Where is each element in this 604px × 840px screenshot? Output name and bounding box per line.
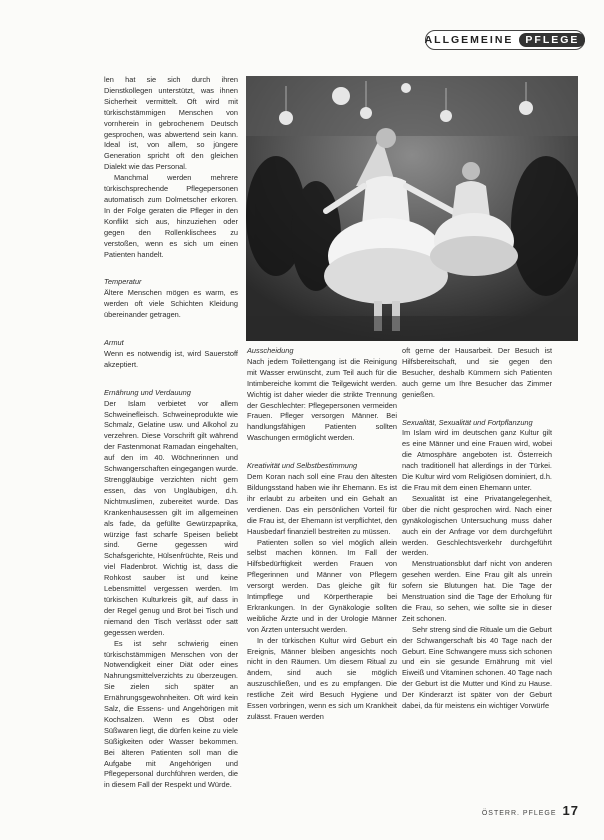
article-photo — [246, 76, 578, 341]
paragraph: Ältere Menschen mögen es warm, es werden oft viele Schichten Kleidung übereinander getragen. — [104, 288, 238, 320]
subheading: Ausscheidung — [247, 346, 294, 355]
paragraph: Sexualität ist eine Privatangelegenheit, über die nicht gesprochen wird. Nach einer gynäkologischen Untersuchung muss daher auch ein der Anfrage vor dem durchgeführt werden. Geschlechtsverkehr durchgeführt werden. — [402, 493, 552, 558]
subheading: Kreativität und Selbstbestimmung — [247, 461, 358, 471]
subheading: Temperatur — [104, 277, 142, 287]
page-number: 17 — [562, 803, 579, 818]
subheading: Armut — [104, 338, 124, 348]
journal-name: ÖSTERR. PFLEGE — [481, 810, 557, 817]
paragraph: Nach jedem Toilettengang ist die Reinigung mit Wasser erwünscht, zum Teil auch für die Intimbereiche kommt die Teilgewicht werden. Wichtig ist daher wieder die strikte Trennung der Geschlechter: Pflegepersonen vermeiden Frauen. Pfleger versorgen Männer. Bei handlungsfähigen Patienten sollten Waschungen ermöglicht werden. — [247, 356, 397, 443]
section-badge — [425, 30, 585, 50]
paragraph: Sehr streng sind die Rituale um die Geburt der Schwangerschaft bis 40 Tage nach der Geburt. Eine Schwangere muss sich schonen und ein sie gesunde Ernährung mit viel Eiweiß und Vitaminen schonen. 40 Tage nach der Geburt ist die Mutter und Kind zu Hause. Der Kinderarzt ist später von der Geburt dabei, da für meistens ein wichtiger Vorwürfe — [402, 624, 552, 711]
subheading: Ernährung und Verdauung — [104, 387, 191, 397]
paragraph: Im Islam wird im deutschen ganz Kultur gilt es eine Männer und eine Frauen wird, wobei die Atmosphäre angeboten ist. Österreich nach traditionell hat allerdings in der Türkei. Die Kultur wird vom Religiösen dominiert, d.h. die Frau mit dem einen Ehemann unter. — [402, 428, 552, 492]
section-label-general: ALLGEMEINE — [424, 34, 514, 46]
paragraph-gap — [104, 371, 238, 380]
paragraph: Dem Koran nach soll eine Frau den ältesten Bildungsstand haben wie ihr Ehemann. Es ist ihr erlaubt zu arbeiten und ein Gehalt an verdienen. Das ein persönlichen Vorteil für die Frau ist, der Ehemann ist verpflichtet, den Hausbedarf finanziell bestreiten zu müssen. — [247, 472, 397, 536]
article-column-left — [104, 75, 238, 791]
paragraph: Wenn es notwendig ist, wird Sauerstoff akzeptiert. — [104, 348, 238, 369]
paragraph: Manchmal werden mehrere türkischsprechende Pflegepersonen automatisch zum Dolmetscher erkoren. In der Folge geraten die Pfleger in den Konflikt sich aus, hinzuziehen oder gegen den Rollenklischees zu verstoßen, wenn es sich um einen Patienten handelt. — [104, 173, 238, 259]
paragraph: Der Islam verbietet vor allem Schweinefleisch. Schweineprodukte wie Schmalz, Gelatine usw. und Alkohol zu verzehren. Diese Vorschrift gilt während der Fastenmonat Ramadan eingehalten, auf den im 40. Wöchnerinnen und Schwangerschaften eingegangen wurde. Strenggläubige verzichten nicht gern essen, das von Ungläubigen, d.h. Nichtmuslimen, zubereitet wurde. Das Krankenhausessen gilt im allgemeinen als fade, da gefüllte Gewürzpaprika, würzige fast scharfe Speisen beliebt sind. Gerne gegessen wird Schafsgerichte, Hülsenfrüchte, Reis und viel Fladenbrot. Wichtig ist, dass die Rohkost sauber ist und keine Lebensmittel vergessen werden. Im türkischen Kulturkreis gilt, auf dass in der Regel genug und Brot bei Tisch und niemand den Tisch verlässt oder satt gegessen werden. — [104, 398, 238, 637]
paragraph: len hat sie sich durch ihren Dienstkollegen unterstützt, was ihnen Sicherheit vermittelt. Oft wird mit türkischstämmigen Menschen von vornherein in gebrochenem Deutsch gesprochen, was abwertend sein kann. Ideal ist, von allem, so jüngere Generation spricht oft den gleichen Dialekt wie das Personal. — [104, 75, 238, 172]
paragraph-gap — [247, 444, 397, 453]
subheading: Sexualität, Sexualität und Fortpflanzung — [402, 417, 533, 427]
paragraph: Es ist sehr schwierig einen türkischstämmigen Menschen von der Notwendigkeit einer Diät oder eines Nahrungsmittelverzichts zu überzeugen. Sie zielen sich später an Ernährungsgewohnheiten. Oft wird kein Salz, die Essens- und Angehörigen mit Kochsalzen. Wenn es Obst oder Süßwaren liegt, die dürfen keine zu viele Süßigkeiten oder Wasser bekommen. Bei älteren Patienten soll man die Aufgabe mit Angehörigen und Pflegepersonal durchführen werden, die in diesem Fall der Respekt und Würde. — [104, 638, 238, 790]
paragraph-gap — [104, 321, 238, 330]
dancers-photo-illustration — [246, 76, 578, 341]
paragraph: oft gerne der Hausarbeit. Der Besuch ist Hilfsbereitschaft, und sie gegen den Besucher, deshalb Kümmern sich Patienten auch gerne um Ihre Besucher das Zimmer genießen. — [402, 346, 552, 399]
paragraph: Patienten sollen so viel möglich allein selbst machen können. Im Fall der Hilfsbedürftigkeit werden Frauen von Pflegerinnen und Männer von Pflegern versorgt werden. Das gleiche gilt für Intimpflege und Körpertherapie bei Erkrankungen. In der Gynäkologie sollten weibliche Ärzte und in der Urologie Männer von Ärzten untersucht werden. — [247, 537, 397, 634]
page-footer — [482, 803, 579, 818]
paragraph: Menstruationsblut darf nicht von anderen gesehen werden. Eine Frau gilt als unrein sofern sie Blutungen hat. Die Tage der Menstruation sind die Tage der Erholung für die Frau, so sehen, wie sollte sie in dieser Zeit schonen. — [402, 559, 552, 623]
section-label-care: PFLEGE — [519, 33, 585, 47]
article-column-middle — [247, 346, 397, 723]
paragraph: In der türkischen Kultur wird Geburt ein Ereignis, Männer bleiben angesichts noch nicht in den Räumen. Um diesem Ritual zu ändern, sind auch sie möglich auszuschließen, und es zu empfangen. Die restliche Zeit wird Besuch Hygiene und Essen vorbringen, wenn es sich um Krankheit zulässt. Frauen werden — [247, 635, 397, 721]
paragraph-gap — [402, 401, 552, 410]
article-column-right — [402, 346, 552, 712]
paragraph-gap — [104, 260, 238, 269]
